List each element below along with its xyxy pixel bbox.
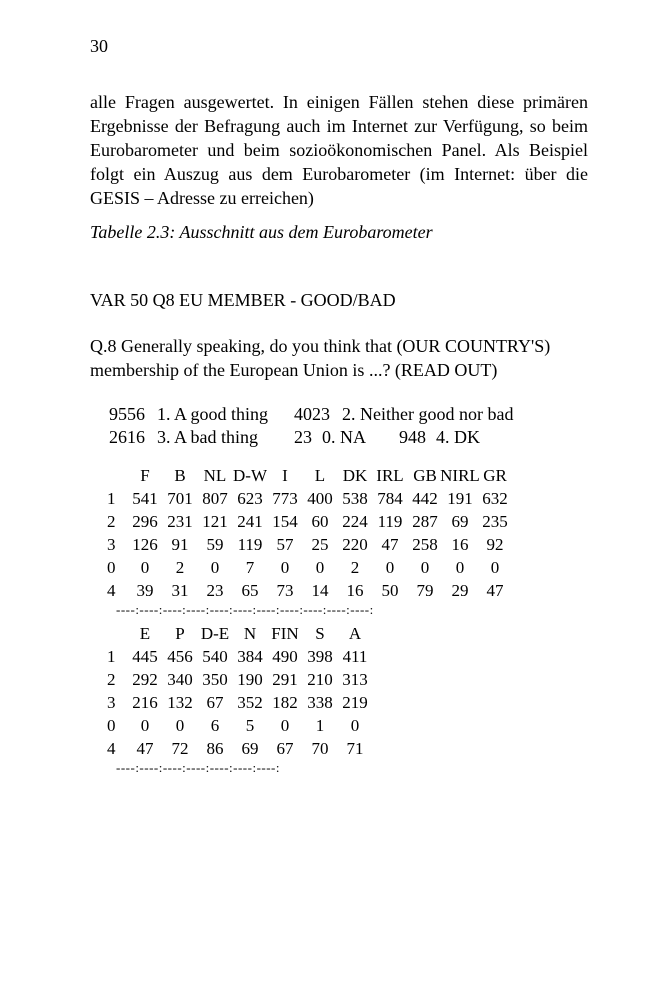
table-cell: 47 (381, 535, 399, 554)
table-cell: 92 (486, 535, 504, 554)
table-cell: 5 (245, 716, 255, 735)
table-cell: 0 (210, 558, 220, 577)
table-cell: 191 (447, 489, 473, 508)
column-header: GR (483, 466, 507, 485)
table-cell: 71 (346, 739, 364, 758)
table-cell: 807 (202, 489, 228, 508)
table-cell: 220 (342, 535, 368, 554)
table-cell: 313 (342, 670, 368, 689)
table-cell: 31 (171, 581, 189, 600)
answer-label: 4. DK (436, 427, 480, 447)
row-code: 4 (107, 739, 116, 758)
table-cell: 224 (342, 512, 368, 531)
table-cell: 14 (311, 581, 329, 600)
table-cell: 0 (315, 558, 325, 577)
row-code: 1 (107, 647, 116, 666)
table-cell: 292 (132, 670, 158, 689)
table-cell: 541 (132, 489, 158, 508)
answer-count: 2616 (109, 427, 145, 447)
table-separator: ----:----:----:----:----:----:----: (116, 760, 280, 775)
table-cell: 400 (307, 489, 333, 508)
table-cell: 2 (175, 558, 185, 577)
answer-count: 4023 (294, 404, 330, 424)
table-cell: 29 (451, 581, 469, 600)
table-cell: 352 (237, 693, 263, 712)
column-header: B (174, 466, 186, 485)
table-cell: 72 (171, 739, 189, 758)
table-cell: 91 (171, 535, 189, 554)
row-code: 3 (107, 693, 116, 712)
table-cell: 6 (210, 716, 220, 735)
table-separator: ----:----:----:----:----:----:----:----:----:----:----: (116, 602, 374, 617)
column-header: GB (413, 466, 437, 485)
table-cell: 69 (241, 739, 259, 758)
table-cell: 0 (140, 716, 150, 735)
table-cell: 69 (451, 512, 469, 531)
table-cell: 182 (272, 693, 298, 712)
column-header: P (175, 624, 185, 643)
table-cell: 445 (132, 647, 158, 666)
answer-count: 9556 (109, 404, 145, 424)
table-cell: 340 (167, 670, 193, 689)
table-cell: 0 (490, 558, 500, 577)
table-cell: 210 (307, 670, 333, 689)
row-code: 3 (107, 535, 116, 554)
table-cell: 0 (420, 558, 430, 577)
row-code: 0 (107, 558, 116, 577)
answer-label: 3. A bad thing (157, 427, 259, 447)
table-caption: Tabelle 2.3: Ausschnitt aus dem Eurobarometer (90, 222, 433, 242)
column-header: IRL (376, 466, 404, 485)
table-cell: 384 (237, 647, 263, 666)
table-cell: 0 (455, 558, 465, 577)
table-cell: 0 (175, 716, 185, 735)
table-cell: 291 (272, 670, 298, 689)
table-cell: 338 (307, 693, 333, 712)
table-cell: 398 (307, 647, 333, 666)
table-cell: 67 (206, 693, 224, 712)
column-header: D-E (200, 624, 230, 643)
row-code: 0 (107, 716, 116, 735)
table-cell: 490 (272, 647, 298, 666)
table-cell: 59 (206, 535, 224, 554)
table-cell: 126 (132, 535, 158, 554)
table-cell: 235 (482, 512, 508, 531)
table-cell: 538 (342, 489, 368, 508)
row-code: 2 (107, 670, 116, 689)
table-cell: 7 (245, 558, 255, 577)
table-cell: 287 (412, 512, 438, 531)
table-cell: 231 (167, 512, 193, 531)
column-header: DK (342, 466, 368, 485)
table-cell: 216 (132, 693, 158, 712)
table-cell: 50 (381, 581, 399, 600)
question-text: Q.8 Generally speaking, do you think that (OUR COUNTRY'S) membership of the European Union is ...? (READ OUT) (90, 336, 551, 380)
table-cell: 154 (272, 512, 298, 531)
table-cell: 73 (276, 581, 294, 600)
table-cell: 773 (272, 489, 298, 508)
column-header: D-W (233, 466, 267, 485)
table-cell: 456 (167, 647, 193, 666)
table-cell: 1 (315, 716, 325, 735)
row-code: 4 (107, 581, 116, 600)
table-cell: 79 (416, 581, 434, 600)
column-header: FIN (271, 624, 299, 643)
table-cell: 86 (206, 739, 224, 758)
answer-count: 23 (294, 427, 312, 447)
column-header: N (243, 624, 257, 643)
table-cell: 0 (385, 558, 395, 577)
column-header: A (348, 624, 362, 643)
table-cell: 57 (276, 535, 294, 554)
row-code: 2 (107, 512, 116, 531)
table-cell: 350 (202, 670, 228, 689)
table-cell: 47 (486, 581, 504, 600)
answer-label: 0. NA (322, 427, 366, 447)
table-cell: 241 (237, 512, 263, 531)
table-cell: 784 (377, 489, 403, 508)
table-cell: 442 (412, 489, 438, 508)
table-cell: 16 (451, 535, 469, 554)
table-cell: 632 (482, 489, 508, 508)
table-cell: 0 (280, 558, 290, 577)
answer-count: 948 (399, 427, 426, 447)
column-header: I (282, 466, 288, 485)
table-cell: 119 (237, 535, 263, 554)
table-cell: 47 (136, 739, 154, 758)
table-cell: 190 (237, 670, 263, 689)
page-number: 30 (90, 36, 108, 56)
table-cell: 411 (342, 647, 368, 666)
answer-label: 1. A good thing (157, 404, 269, 424)
column-header: NL (203, 466, 227, 485)
table-cell: 0 (140, 558, 150, 577)
body-paragraph: alle Fragen ausgewertet. In einigen Fällen stehen diese primären Ergebnisse der Befragung auch im Internet zur Verfügung, so beim Eurobarometer und beim sozioökonomischen Panel. Als Beispiel folgt ein Auszug aus dem Eurobarometer (im Internet: über die GESIS – Adresse zu erreichen) (90, 92, 588, 208)
table-cell: 23 (206, 581, 224, 600)
column-header: E (139, 624, 151, 643)
table-cell: 2 (350, 558, 360, 577)
table-cell: 701 (167, 489, 193, 508)
table-cell: 258 (412, 535, 438, 554)
table-cell: 60 (311, 512, 329, 531)
column-header: F (140, 466, 150, 485)
table-cell: 219 (342, 693, 368, 712)
row-code: 1 (107, 489, 116, 508)
table-cell: 65 (241, 581, 259, 600)
answer-label: 2. Neither good nor bad (342, 404, 514, 424)
table-cell: 121 (202, 512, 228, 531)
table-cell: 67 (276, 739, 294, 758)
table-cell: 0 (280, 716, 290, 735)
variable-heading: VAR 50 Q8 EU MEMBER - GOOD/BAD (90, 290, 396, 310)
table-cell: 540 (202, 647, 228, 666)
table-cell: 296 (132, 512, 158, 531)
column-header: L (314, 466, 326, 485)
table-cell: 119 (377, 512, 403, 531)
table-cell: 16 (346, 581, 364, 600)
table-cell: 0 (350, 716, 360, 735)
table-cell: 132 (167, 693, 193, 712)
table-cell: 25 (311, 535, 329, 554)
table-cell: 39 (136, 581, 154, 600)
table-cell: 623 (237, 489, 263, 508)
table-cell: 70 (311, 739, 329, 758)
column-header: NIRL (440, 466, 480, 485)
column-header: S (315, 624, 325, 643)
